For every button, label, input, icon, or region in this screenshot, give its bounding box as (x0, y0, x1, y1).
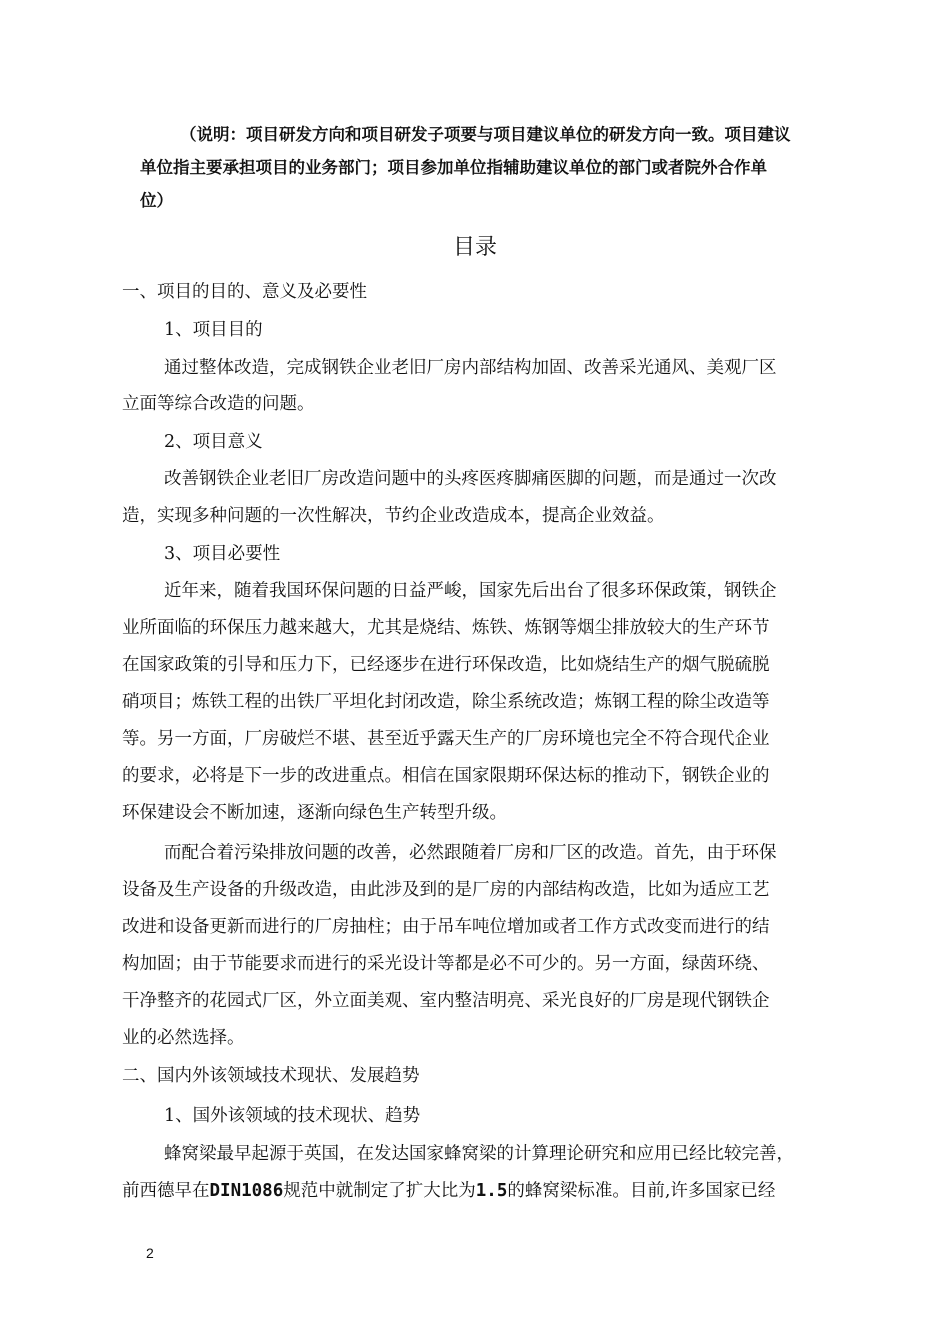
subsection-heading-2-1: 1、国外该领域的技术现状、趋势 (164, 1106, 421, 1126)
subsection-heading-1-3: 3、项目必要性 (164, 544, 281, 564)
paragraph-line: 立面等综合改造的问题。 (122, 394, 315, 414)
toc-title: 目录 (452, 235, 497, 260)
paragraph-line (122, 1177, 775, 1202)
paragraph-line: 构加固；由于节能要求而进行的采光设计等都是必不可少的。另一方面，绿茵环绕、 (122, 954, 770, 974)
paragraph-line: 改进和设备更新而进行的厂房抽柱；由于吊车吨位增加或者工作方式改变而进行的结 (122, 917, 770, 937)
text-run: 规范中就制定了扩大比为 (283, 1181, 476, 1201)
paragraph-line: 近年来，随着我国环保问题的日益严峻，国家先后出台了很多环保政策，钢铁企 (164, 581, 777, 601)
ratio-value: 1.5 (475, 1181, 508, 1201)
paragraph-line: 蜂窝梁最早起源于英国，在发达国家蜂窝梁的计算理论研究和应用已经比较完善， (164, 1144, 794, 1164)
subsection-heading-1-1: 1、项目目的 (164, 320, 263, 340)
text-run: 的蜂窝梁标准。目前,许多国家已经 (507, 1181, 776, 1201)
paragraph-line: 干净整齐的花园式厂区，外立面美观、室内整洁明亮、采光良好的厂房是现代钢铁企 (122, 991, 770, 1011)
paragraph-line: 环保建设会不断加速，逐渐向绿色生产转型升级。 (122, 803, 507, 823)
paragraph-line: 在国家政策的引导和压力下，已经逐步在进行环保改造，比如烧结生产的烟气脱硫脱 (122, 655, 770, 675)
paragraph-line: 改善钢铁企业老旧厂房改造问题中的头疼医疼脚痛医脚的问题，而是通过一次改 (164, 469, 777, 489)
paragraph-line: 等。另一方面，厂房破烂不堪、甚至近乎露天生产的厂房环境也完全不符合现代企业 (122, 729, 770, 749)
text-run: 前西德早在 (122, 1181, 210, 1201)
paragraph-line: 而配合着污染排放问题的改善，必然跟随着厂房和厂区的改造。首先，由于环保 (164, 843, 777, 863)
standard-code: DIN1086 (209, 1181, 284, 1201)
note-line: 单位指主要承担项目的业务部门；项目参加单位指辅助建议单位的部门或者院外合作单 (140, 158, 767, 177)
instruction-note (140, 118, 860, 217)
note-line: （说明：项目研发方向和项目研发子项要与项目建议单位的研发方向一致。项目建议 (180, 125, 791, 144)
paragraph-line: 通过整体改造，完成钢铁企业老旧厂房内部结构加固、改善采光通风、美观厂区 (164, 358, 777, 378)
paragraph-line: 的要求，必将是下一步的改进重点。相信在国家限期环保达标的推动下，钢铁企业的 (122, 766, 770, 786)
paragraph-line: 造，实现多种问题的一次性解决，节约企业改造成本，提高企业效益。 (122, 506, 665, 526)
section-heading-2: 二、国内外该领域技术现状、发展趋势 (122, 1066, 420, 1086)
paragraph-line: 设备及生产设备的升级改造，由此涉及到的是厂房的内部结构改造，比如为适应工艺 (122, 880, 770, 900)
paragraph-line: 业所面临的环保压力越来越大，尤其是烧结、炼铁、炼钢等烟尘排放较大的生产环节 (122, 618, 770, 638)
page-number: 2 (146, 1245, 154, 1261)
note-line: 位） (140, 191, 173, 210)
paragraph-line: 硝项目；炼铁工程的出铁厂平坦化封闭改造，除尘系统改造；炼钢工程的除尘改造等 (122, 692, 770, 712)
paragraph-line: 业的必然选择。 (122, 1028, 245, 1048)
subsection-heading-1-2: 2、项目意义 (164, 432, 263, 452)
section-heading-1: 一、项目的目的、意义及必要性 (122, 282, 367, 302)
